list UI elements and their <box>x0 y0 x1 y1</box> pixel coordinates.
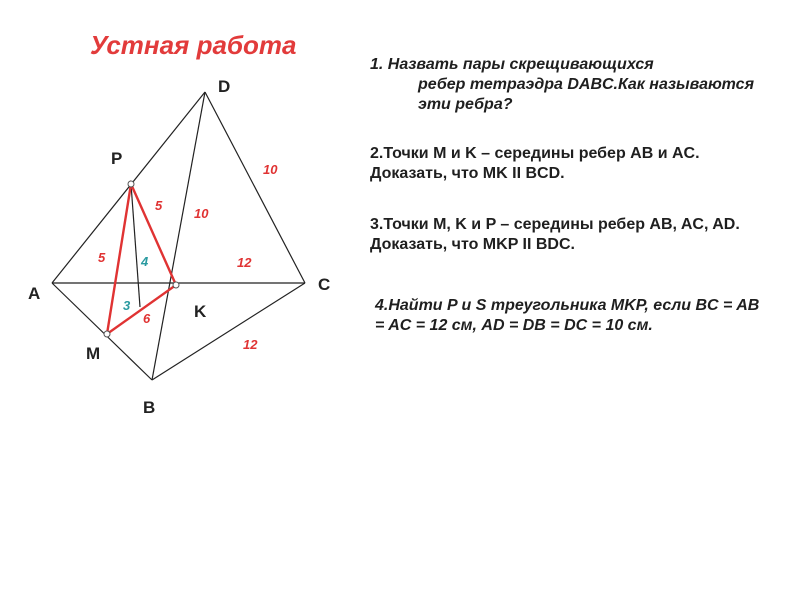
edge-DB <box>152 92 205 380</box>
label-K: K <box>194 302 207 321</box>
length-hk: 6 <box>143 311 151 326</box>
tetrahedron-figure <box>0 0 360 600</box>
length-ph: 4 <box>141 254 149 269</box>
label-B: B <box>143 398 156 417</box>
edge-AB <box>52 283 152 380</box>
label-C: C <box>318 275 331 294</box>
label-D: D <box>218 77 231 96</box>
task-3: 3.Точки M, K и P – середины ребер AB, AC, AD. Доказать, что MKP II BDC. <box>370 216 740 253</box>
edge-DA <box>52 92 205 283</box>
point-m-marker <box>104 331 110 337</box>
tetrahedron-edges <box>52 92 305 380</box>
length-dk: 10 <box>194 206 209 221</box>
edge-BC <box>152 283 305 380</box>
length-pk: 5 <box>155 198 163 213</box>
label-P: P <box>111 149 123 168</box>
length-dc: 10 <box>263 162 278 177</box>
task-4: 4.Найти P и S треугольника MKP, если BC = AB = AC = 12 см, AD = DB = DC = 10 см. <box>375 297 760 334</box>
slide-title: Устная работа <box>90 30 297 60</box>
task-1-rest: ребер тетраэдра DABC.Как называются эти ребра? <box>418 76 754 113</box>
label-A: A <box>28 284 41 303</box>
task-2: 2.Точки M и K – середины ребер AB и AC. Доказать, что MK II BCD. <box>370 145 700 182</box>
task-1-line1: 1. Назвать пары скрещивающихся <box>370 56 654 73</box>
label-M: M <box>86 344 101 363</box>
length-bc: 12 <box>243 337 258 352</box>
point-p-marker <box>128 181 134 187</box>
length-kc: 12 <box>237 255 252 270</box>
task-1 <box>370 55 770 115</box>
length-mh: 3 <box>123 298 131 313</box>
point-k-marker <box>173 282 179 288</box>
edge-DC <box>205 92 305 283</box>
length-pm: 5 <box>98 250 106 265</box>
